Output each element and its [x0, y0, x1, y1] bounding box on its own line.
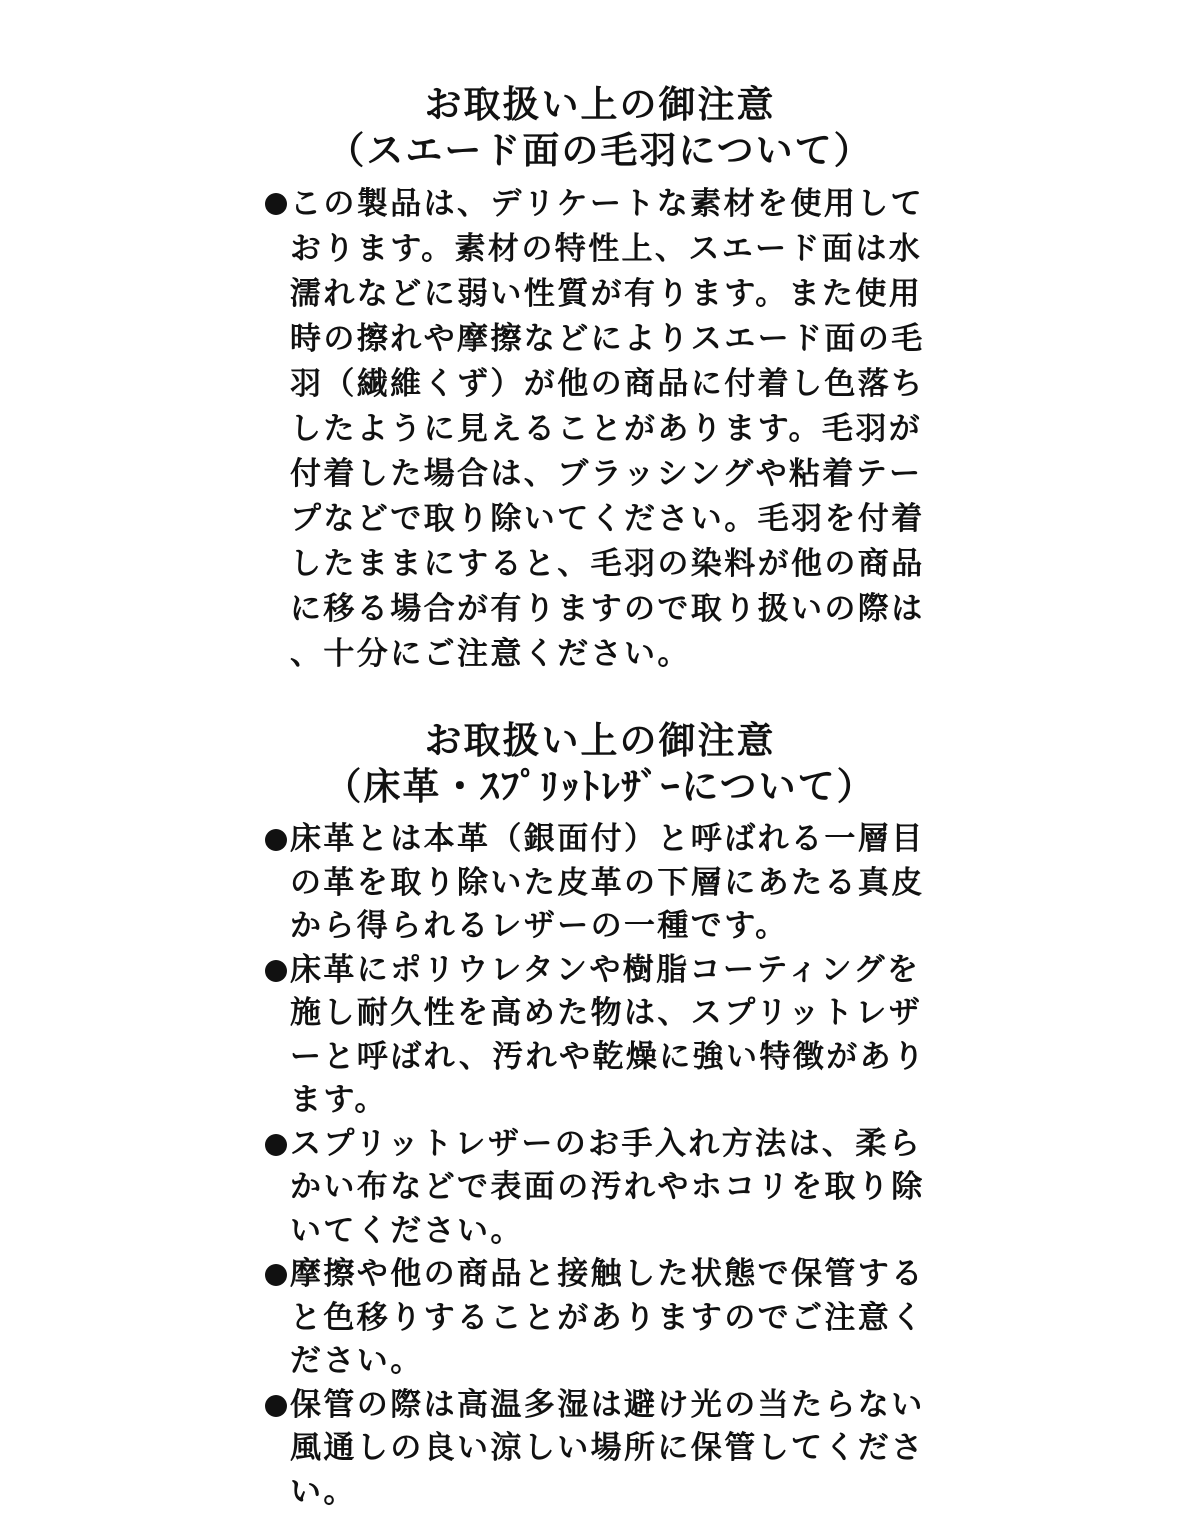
bullet-text: 摩擦や他の商品と接触した状態で保管すると色移りすることがありますのでご注意ください。	[290, 1253, 950, 1384]
list-item	[0, 182, 1200, 677]
bullet-dot-icon	[265, 1395, 287, 1417]
bullet-dot-icon	[265, 193, 287, 215]
list-item	[0, 1253, 1200, 1384]
suede-notice-section	[0, 82, 1200, 677]
split-leather-notice-title: お取扱い上の御注意	[0, 718, 1200, 764]
suede-notice-list	[0, 182, 1200, 677]
bullet-text: 床革にポリウレタンや樹脂コーティングを施し耐久性を高めた物は、スプリットレザーと呼ばれ、汚れや乾燥に強い特徴があります。	[290, 949, 950, 1123]
list-item	[0, 818, 1200, 949]
list-item	[0, 1123, 1200, 1254]
suede-notice-subtitle: （スエード面の毛羽について）	[0, 128, 1200, 174]
list-item	[0, 1384, 1200, 1514]
list-item	[0, 949, 1200, 1123]
suede-notice-title: お取扱い上の御注意	[0, 82, 1200, 128]
bullet-dot-icon	[265, 829, 287, 851]
bullet-dot-icon	[265, 960, 287, 982]
bullet-text: 保管の際は高温多湿は避け光の当たらない風通しの良い涼しい場所に保管してください。	[290, 1384, 950, 1514]
split-leather-notice-section	[0, 718, 1200, 1514]
bullet-dot-icon	[265, 1134, 287, 1156]
bullet-text: 床革とは本革（銀面付）と呼ばれる一層目の革を取り除いた皮革の下層にあたる真皮から得られるレザーの一種です。	[290, 818, 950, 949]
bullet-dot-icon	[265, 1264, 287, 1286]
split-leather-notice-list	[0, 818, 1200, 1514]
split-leather-notice-subtitle: （床革・ｽﾌﾟﾘｯﾄﾚｻﾞｰについて）	[0, 764, 1200, 810]
bullet-text: スプリットレザーのお手入れ方法は、柔らかい布などで表面の汚れやホコリを取り除いてください。	[290, 1123, 950, 1254]
bullet-text: この製品は、デリケートな素材を使用しております。素材の特性上、スエード面は水濡れなどに弱い性質が有ります。また使用時の擦れや摩擦などによりスエード面の毛羽（繊維くず）が他の商品に付着し色落ちしたように見えることがあります。毛羽が付着した場合は、ブラッシングや粘着テープなどで取り除いてください。毛羽を付着したままにすると、毛羽の染料が他の商品に移る場合が有りますので取り扱いの際は、十分にご注意ください。	[290, 182, 950, 677]
